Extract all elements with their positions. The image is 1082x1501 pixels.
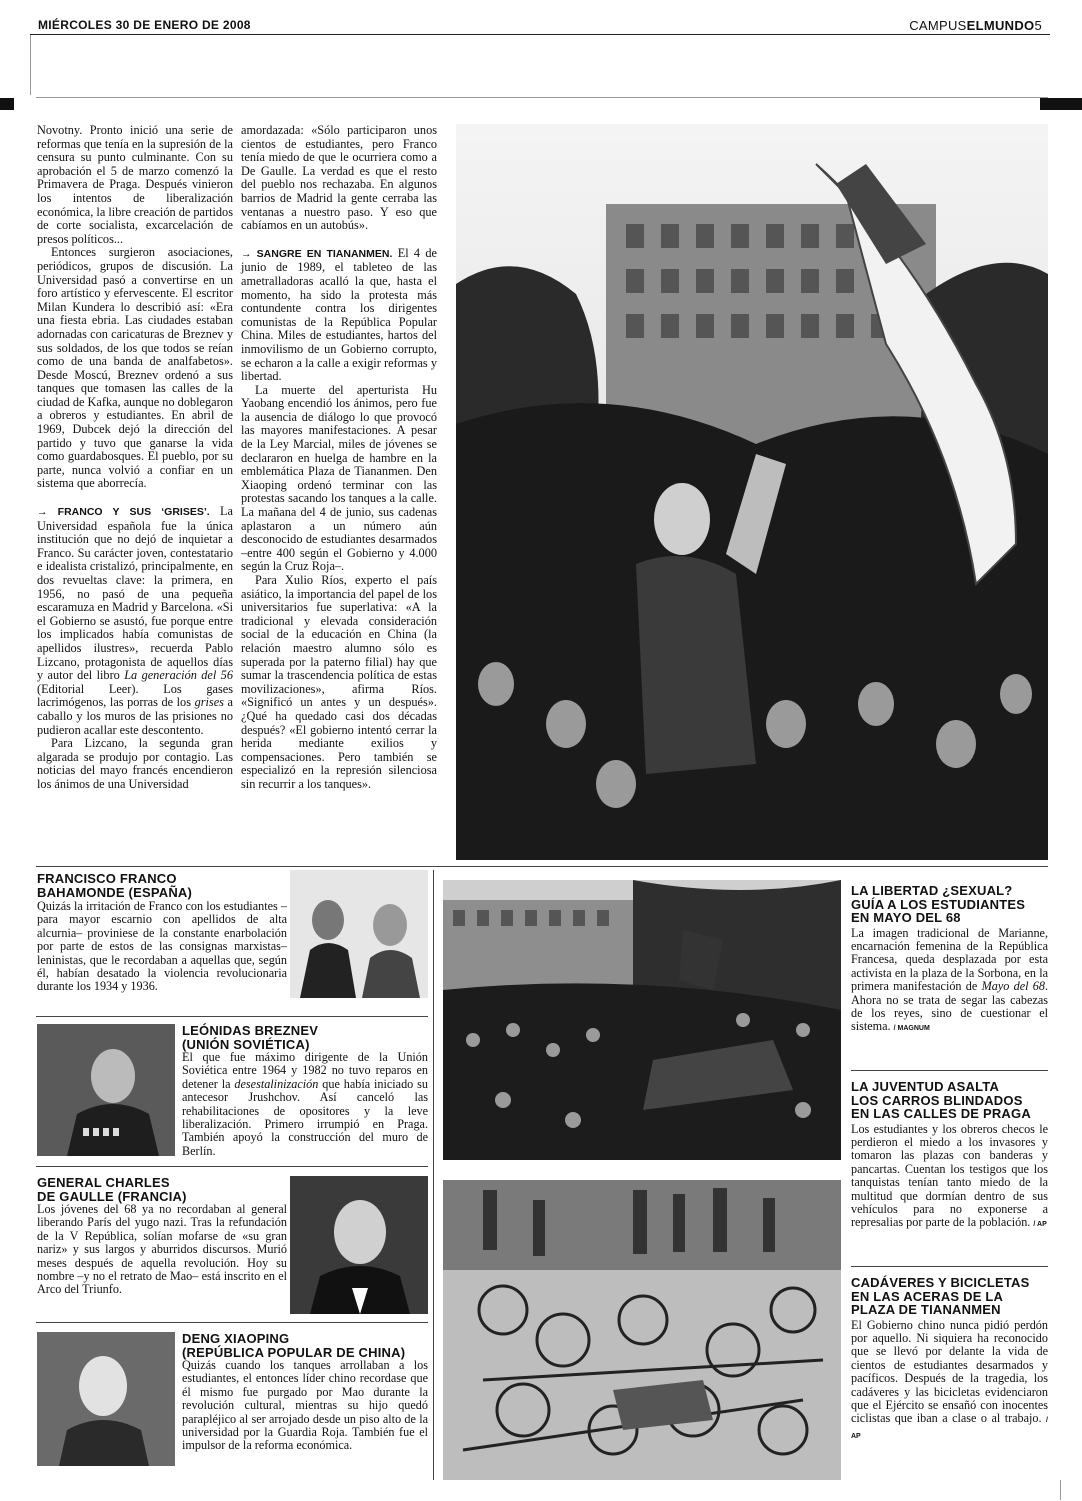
article-paragraph: Para Lizcano, la segunda gran algarada se produjo por contagio. Las noticias del mayo francés encendieron los ánimos de una Universidad bbox=[37, 736, 233, 791]
left-registration-mark bbox=[0, 98, 14, 110]
portrait-photo-icon bbox=[37, 1332, 175, 1466]
page-number: 5 bbox=[1034, 18, 1042, 33]
profile-text: Quizás cuando los tanques arrollaban a los estudiantes, el entonces líder chino recordase que él mismo fue purgado por Mao durante la revolución cultural, mientras su hijo quedó parapléjico al ser arrojado desde un piso alto de la universidad por la Guardia Roja. También fue el impulsor de la reforma económica. bbox=[182, 1358, 428, 1453]
article-paragraph: → SANGRE EN TIANANMEN. El 4 de junio de 1989, el tableteo de las ametralladoras acalló la que, hasta el momento, ha sido la protesta más contundente contra los dirigentes comunistas de la República Popular China. Miles de estudiantes, hartos del inmovilismo de un Gobierno corrupto, se echaron a la calle a exigir reformas y libertad. bbox=[241, 245, 437, 384]
profile-divider bbox=[36, 1166, 428, 1167]
photo-credit: / AP bbox=[1033, 1221, 1047, 1229]
profile-title: LEÓNIDAS BREZNEV (UNIÓN SOVIÉTICA) bbox=[182, 1023, 319, 1052]
section-name: CAMPUS bbox=[909, 18, 967, 33]
article-paragraph: Novotny. Pronto inició una serie de reformas que tenía en la supresión de la censura su punto culminante. Con su aprobación el 5 de marzo comenzó la Primavera de Praga. Después vinieron los intentos de liberalización económica, la libre creación de partidos de corte socialista, excarcelación de presos políticos... bbox=[37, 123, 233, 246]
page-brand bbox=[909, 18, 1042, 33]
profile-deng bbox=[182, 1332, 428, 1453]
photo-credit: / MAGNUM bbox=[893, 1025, 930, 1033]
column-divider bbox=[433, 870, 434, 1480]
article-column-2 bbox=[241, 124, 437, 792]
caption-text: El Gobierno chino nunca pidió perdón por aquello. Ni siquiera ha reconocido que se llevó por delante la vida de cientos de estudiantes desarmados y pacíficos. Después de la tragedia, los cadáveres y las bicicletas evidenciaron que el Ejército se ensañó con inocentes ciclistas que iban a clase o al trabajo. / AP bbox=[851, 1317, 1048, 1440]
profile-text: El que fue máximo dirigente de la Unión Soviética entre 1964 y 1982 no tuvo reparos en detener la desestalinización que había iniciado su antecesor Jrushchov. Así canceló las rehabilitaciones de opositores y la leve liberalización. Primero irrumpió en Praga. También apoyó la construcción del muro de Berlín. bbox=[182, 1050, 428, 1158]
caption-tiananmen bbox=[851, 1276, 1048, 1443]
subheading-tiananmen: → SANGRE EN TIANANMEN. bbox=[241, 247, 393, 260]
profile-text: Los jóvenes del 68 ya no recordaban al general liberando París del yugo nazi. Tras la refundación de la V República, solían mofarse de «su gran nariz» y sus largos y aburridos discursos. Murió meses después de aquella revolución. Hoy su nombre –y no el retrato de Mao– está inscrito en el Arco del Triunfo. bbox=[37, 1202, 287, 1297]
crop-mark bbox=[1060, 1480, 1061, 1500]
profile-title: FRANCISCO FRANCO BAHAMONDE (ESPAÑA) bbox=[37, 871, 193, 900]
profile-title: DENG XIAOPING (REPÚBLICA POPULAR DE CHINA) bbox=[182, 1331, 406, 1360]
article-paragraph: → FRANCO Y SUS ‘GRISES’. La Universidad española fue la única institución que no dejó de inquietar a Franco. Su carácter joven, contestatario e idealista cristalizó, principalmente, en dos revueltas clave: la primera, en 1956, no pasó de una pequeña escaramuza en Madrid y Barcelona. «Si el Gobierno se asustó, fue porque entre los implicados había comunistas de apellidos ilustres», recuerda Pablo Lizcano, protagonista de aquellos días y autor del libro La generación del 56 (Editorial Leer). Los gases lacrimógenos, las porras de los grises a caballo y los muros de las prisiones no pudieron acallar este descontento. bbox=[37, 504, 233, 737]
portrait-photo-icon bbox=[290, 870, 428, 998]
caption-divider bbox=[851, 1070, 1048, 1071]
caption-text: Los estudiantes y los obreros checos le perdieron el miedo a los invasores y tomaron las plazas con banderas y pancartas. Cuentan los testigos que los tanquistas tenían tanto miedo de la multitud que dormían dentro de sus vehículos para no exponerse a represalias por parte de la población. / AP bbox=[851, 1121, 1048, 1230]
caption-divider bbox=[851, 1266, 1048, 1267]
profile-breznev bbox=[182, 1024, 428, 1158]
caption-title: LA JUVENTUD ASALTA LOS CARROS BLINDADOS EN LAS CALLES DE PRAGA bbox=[851, 1079, 1031, 1121]
portrait-photo-icon bbox=[290, 1176, 428, 1314]
article-paragraph: La muerte del aperturista Hu Yaobang encendió los ánimos, pero fue la ausencia de diálogo lo que provocó las mayores manifestaciones. A pesar de la Ley Marcial, miles de jóvenes se declararon en huelga de hambre en la emblemática Plaza de Tiananmen. Den Xiaoping ordenó terminar con las protestas sacando los tanques a la calle. La mañana del 4 de junio, sus cadenas aplastaron a un número aún desconocido de estudiantes desarmados –entre 400 según el Gobierno y 4.000 según la Cruz Roja–. bbox=[241, 382, 437, 574]
caption-text: La imagen tradicional de Marianne, encarnación femenina de la República Francesa, queda desplazada por esta activista en la plaza de la Sorbona, en la primera manifestación de Mayo del 68. Ahora no se trata de segar las cabezas de los reyes, sino de cuestionar el sistema. / MAGNUM bbox=[851, 925, 1048, 1034]
caption-title: LA LIBERTAD ¿SEXUAL? GUÍA A LOS ESTUDIANTES EN MAYO DEL 68 bbox=[851, 883, 1026, 925]
top-text-rule bbox=[36, 97, 1048, 98]
article-paragraph: amordazada: «Sólo participaron unos cientos de estudiantes, pero Franco tenía miedo de que le ocurriera como a De Gaulle. La verdad es que el resto del pueblo nos rechazaba. En algunos barrios de Madrid la gente cerraba las ventanas a nuestro paso. Y eso que cabíamos en un autobús». bbox=[241, 123, 437, 233]
crowd-tank-photo-icon bbox=[443, 880, 841, 1160]
profile-title: GENERAL CHARLES DE GAULLE (FRANCIA) bbox=[37, 1175, 187, 1204]
bicycles-photo-icon bbox=[443, 1180, 841, 1480]
right-registration-mark bbox=[1040, 98, 1082, 110]
article-paragraph: Para Xulio Ríos, experto el país asiático, la importancia del papel de los universitarios fue superlativa: «A la tradicional y elevada consideración social de la educación en China (la relación maestro alumno sólo es superada por la paterno filial) hay que sumar la trascendencia política de estas movilizaciones», afirma Ríos. «Significó un antes y un después». ¿Qué ha quedado casi dos décadas después? «El gobierno intentó cerrar la herida mediante exilios y compensaciones. Pero también se especializó en la represión silenciosa sin recurrir a los tanques». bbox=[241, 573, 437, 791]
photo-credit: / AP bbox=[851, 1417, 1048, 1440]
caption-may68 bbox=[851, 884, 1048, 1036]
article-paragraph: Entonces surgieron asociaciones, periódicos, grupos de discusión. La Universidad pasó a convertirse en un foro artístico y efervescente. El escritor Milan Kundera lo describió así: «Era una fiesta ebria. Las ciudades estaban adornadas con caricaturas de Breznev y sus soldados, de los que todos se reían como de una banda de analfabetos». Desde Moscú, Breznev ordenó a sus tanques que tomasen las calles de la ciudad de Kafka, aunque no doblegaron a obreros y estudiantes. En abril de 1969, Dubcek dejó la dirección del partido y tuvo que ganarse la vida como guardabosques. El pueblo, por su parte, nunca volvió a confiar en un sistema que aborrecía. bbox=[37, 245, 233, 491]
article-column-1 bbox=[37, 124, 233, 792]
caption-title: CADÁVERES Y BICICLETAS EN LAS ACERAS DE LA PLAZA DE TIANANMEN bbox=[851, 1275, 1030, 1317]
profile-degaulle bbox=[37, 1176, 287, 1297]
subheading-franco: → FRANCO Y SUS ‘GRISES’. bbox=[37, 506, 210, 519]
caption-prague bbox=[851, 1080, 1048, 1232]
header-rule bbox=[30, 34, 1050, 35]
newspaper-name: ELMUNDO bbox=[966, 18, 1035, 33]
profile-divider bbox=[36, 1016, 428, 1017]
profile-text: Quizás la irritación de Franco con los estudiantes –para mayor escarnio con apellidos de alta alcurnia– proviniese de la constante enarbolación por parte de estos de las consignas marxistas–leninistas, que le recordaban a aquellas que, según él, habían desatado la violencia revolucionaria durante los 1934 y 1936. bbox=[37, 899, 287, 994]
section-divider bbox=[36, 866, 1048, 867]
protest-photo-icon bbox=[456, 124, 1048, 860]
profile-divider bbox=[36, 1322, 428, 1323]
left-margin-rule bbox=[30, 35, 31, 95]
portrait-photo-icon bbox=[37, 1024, 175, 1156]
page-date: MIÉRCOLES 30 DE ENERO DE 2008 bbox=[38, 18, 251, 32]
